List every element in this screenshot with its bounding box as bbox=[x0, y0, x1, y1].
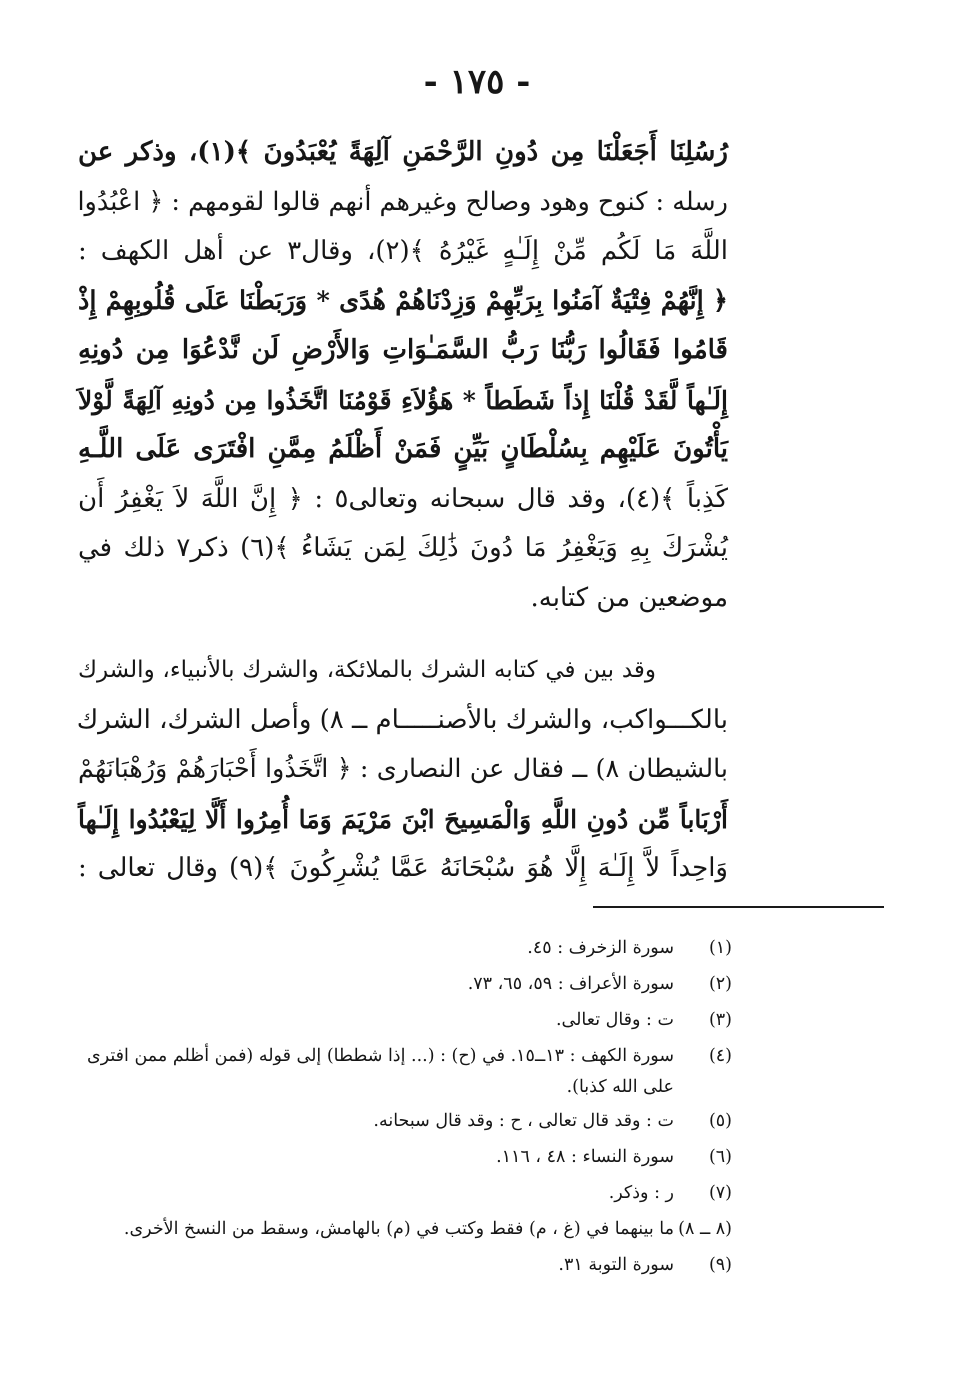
text-line: ﴿ إِنَّهُمْ فِتْيَةٌ آمَنُوا بِرَبِّهِمْ وَزِدْنَاهُمْ هُدًى * وَرَبَطْنَا عَلَى قُلُوبِهِمْ إِذْ bbox=[78, 285, 728, 316]
footnote-text: سورة الزخرف : ٤٥. bbox=[527, 938, 674, 958]
footnote bbox=[80, 1103, 732, 1139]
footnote bbox=[80, 1247, 732, 1283]
text-line: يَأْتُونَ عَلَيْهِم بِسُلْطَانٍ بَيِّنٍ فَمَنْ أَظْلَمُ مِمَّنِ افْتَرَى عَلَى اللَّـهِ bbox=[78, 434, 728, 464]
footnote-number: (٢) bbox=[708, 974, 732, 994]
footnote bbox=[80, 1139, 732, 1175]
footnote-text: ت : وقد قال تعالى ، ح : وقد قال سبحانه. bbox=[373, 1111, 674, 1131]
text-line: بالكـــواكب، والشرك بالأصنـــــام ــ ٨) وأصل الشرك، الشرك bbox=[76, 704, 728, 735]
text-line: رسله : كنوح وهود وصالح وغيرهم أنهم قالوا لقومهم : ﴿ اعْبُدُوا bbox=[77, 186, 728, 217]
footnote-text: سورة الأعراف : ٥٩، ٦٥، ٧٣. bbox=[467, 974, 674, 994]
footnote bbox=[80, 1211, 732, 1247]
footnote-number: (٥) bbox=[708, 1111, 732, 1131]
footnote-text: ما بينهما في (غ ، م) فقط وكتب في (م) بالهامش، وسقط من النسخ الأخرى. bbox=[123, 1219, 674, 1239]
footnote-number: (٩) bbox=[708, 1255, 732, 1275]
text-line: إِلَـٰهاً لَّقَدْ قُلْنَا إِذاً شَطَطاً * هَؤُلاَءِ قَوْمُنَا اتَّخَذُوا مِن دُونِهِ آلِهَةً لَّوْلاَ bbox=[78, 385, 728, 415]
footnote-number: (٣) bbox=[708, 1010, 732, 1030]
footnote-text: سورة التوبة ٣١. bbox=[558, 1255, 674, 1275]
text-line: اللَّهَ مَا لَكُم مِّنْ إِلَـٰهٍ غَيْرُهُ ﴾(٢)، وقال٣ عن أهل الكهف : bbox=[78, 236, 728, 266]
footnote-number: (٤) bbox=[708, 1046, 732, 1066]
footnote-text: سورة النساء : ٤٨ ، ١١٦. bbox=[496, 1147, 674, 1167]
text-line: يُشْرَكَ بِهِ وَيَغْفِرُ مَا دُونَ ذَٰلِكَ لِمَن يَشَاءُ ﴾(٦) ذكر٧ ذلك في bbox=[78, 533, 728, 563]
footnote bbox=[80, 1002, 732, 1038]
footnote-number: (١) bbox=[708, 938, 732, 958]
footnote-text: ر : وذكر. bbox=[608, 1183, 674, 1203]
footnote-text: سورة الكهف : ١٣ــ١٥. في (ح) : (... إذا شططا) إلى قوله (فمن أظلم ممن افترى على الله كذبا). bbox=[87, 1046, 674, 1097]
footnote-number: (٧) bbox=[708, 1183, 732, 1203]
footnote-divider bbox=[593, 906, 884, 908]
text-line: وَاحِداً لاَّ إِلَـٰهَ إِلَّا هُوَ سُبْحَانَهُ عَمَّا يُشْرِكُونَ ﴾(٩) وقال تعالى : bbox=[78, 853, 728, 883]
footnote-text: ت : وقال تعالى. bbox=[555, 1010, 674, 1030]
footnote bbox=[80, 1038, 732, 1103]
footnotes bbox=[80, 930, 732, 1283]
footnote bbox=[80, 1175, 732, 1211]
footnote-number: (٦) bbox=[708, 1147, 732, 1167]
footnote bbox=[80, 966, 732, 1002]
text-line: وقد بين في كتابه الشرك بالملائكة، والشرك بالأنبياء، والشرك bbox=[78, 657, 656, 683]
paragraph-gap bbox=[78, 623, 728, 646]
footnote bbox=[80, 930, 732, 966]
text-line: قَامُوا فَقَالُوا رَبُّنَا رَبُّ السَّمَـٰوَاتِ وَالأَرْضِ لَن نَّدْعُوَا مِن دُونِهِ bbox=[78, 335, 728, 365]
text-line: كَذِباً ﴾(٤)، وقد قال سبحانه وتعالى٥ : ﴿ إِنَّ اللَّهَ لاَ يَغْفِرُ أَن bbox=[78, 483, 729, 514]
text-line: موضعين من كتابه. bbox=[530, 582, 728, 613]
text-line: أَرْبَاباً مِّن دُونِ اللَّهِ وَالْمَسِيحَ ابْنَ مَرْيَمَ وَمَا أُمِرُوا أَلَّا لِيَعْبُدُوا إِلَـٰهاً bbox=[78, 804, 728, 834]
main-text bbox=[78, 128, 728, 894]
page-number: - ١٧٥ - bbox=[423, 62, 531, 102]
footnote-number: (٨ ــ ٨) bbox=[678, 1219, 732, 1239]
text-line: بالشيطان ٨) ــ فقال عن النصارى : ﴿ اتَّخَذُوا أَحْبَارَهُمْ وَرُهْبَانَهُمْ bbox=[78, 754, 728, 784]
text-line: رُسُلِنَا أَجَعَلْنَا مِن دُونِ الرَّحْمَنِ آلِهَةً يُعْبَدُونَ ﴾(١)، وذكر عن bbox=[78, 137, 728, 167]
